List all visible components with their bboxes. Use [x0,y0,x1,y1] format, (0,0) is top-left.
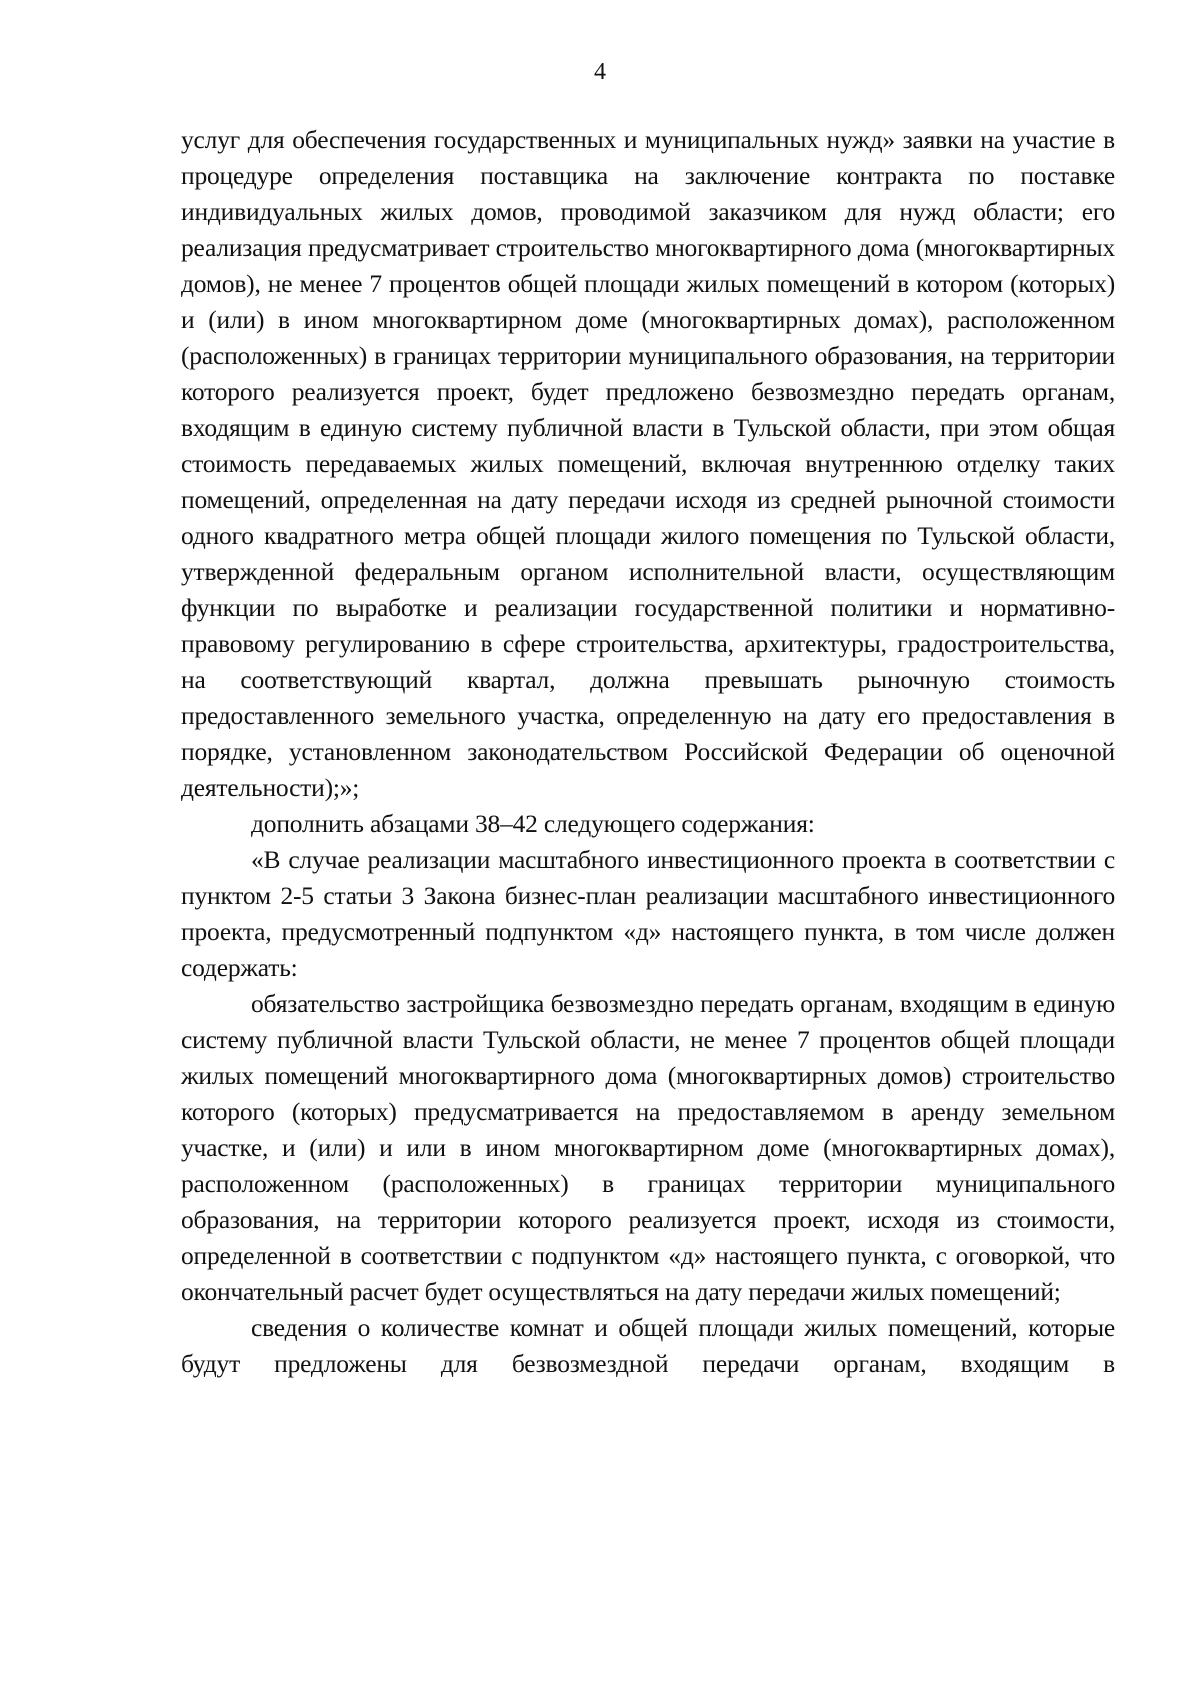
page-number: 4 [594,59,606,85]
paragraph-developer-obligation: обязательство застройщика безвозмездно передать органам, входящим в единую систему публичной власти Тульской области, не менее 7 процентов общей площади жилых помещений многоквартирного дома (многоквартирных домов) строительство которого (которых) предусматривается на предоставляемом в аренду земельном участке, и (или) и или в ином многоквартирном доме (многоквартирных домах), расположенном (расположенных) в границах территории муниципального образования, на территории которого реализуется проект, исходя из стоимости, определенной в соответствии с подпунктом «д» настоящего пункта, с оговоркой, что окончательный расчет будет осуществляться на дату передачи жилых помещений; [181,989,1115,1306]
paragraph-continuation: услуг для обеспечения государственных и муниципальных нужд» заявки на участие в процедуре определения поставщика на заключение контракта по поставке индивидуальных жилых домов, проводимой заказчиком для нужд области; его реализация предусматривает строительство многоквартирного дома (многоквартирных домов), не менее 7 процентов общей площади жилых помещений в котором (которых) и (или) в ином многоквартирном доме (многоквартирных домах), расположенном (расположенных) в границах территории муниципального образования, на территории которого реализуется проект, будет предложено безвозмездно передать органам, входящим в единую систему публичной власти в Тульской области, при этом общая стоимость передаваемых жилых помещений, включая внутреннюю отделку таких помещений, определенная на дату передачи исходя из средней рыночной стоимости одного квадратного метра общей площади жилого помещения по Тульской области, утвержденной федеральным органом исполнительной власти, осуществляющим функции по выработке и реализации государственной политики и нормативно-правовому регулированию в сфере строительства, архитектуры, градостроительства, на соответствующий квартал, должна превышать рыночную стоимость предоставленного земельного участка, определенную на дату его предоставления в порядке, установленном законодательством Российской Федерации об оценочной деятельности);»; [181,125,1115,802]
document-body [181,122,1115,1382]
paragraph-business-plan: «В случае реализации масштабного инвестиционного проекта в соответствии с пунктом 2-5 статьи 3 Закона бизнес-план реализации масштабного инвестиционного проекта, предусмотренный подпунктом «д» настоящего пункта, в том числе должен содержать: [181,845,1115,982]
paragraph-rooms-info: сведения о количестве комнат и общей площади жилых помещений, которые будут предложены для безвозмездной передачи органам, входящим в [181,1313,1115,1378]
paragraph-amendment-instruction: дополнить абзацами 38–42 следующего содержания: [251,809,815,838]
